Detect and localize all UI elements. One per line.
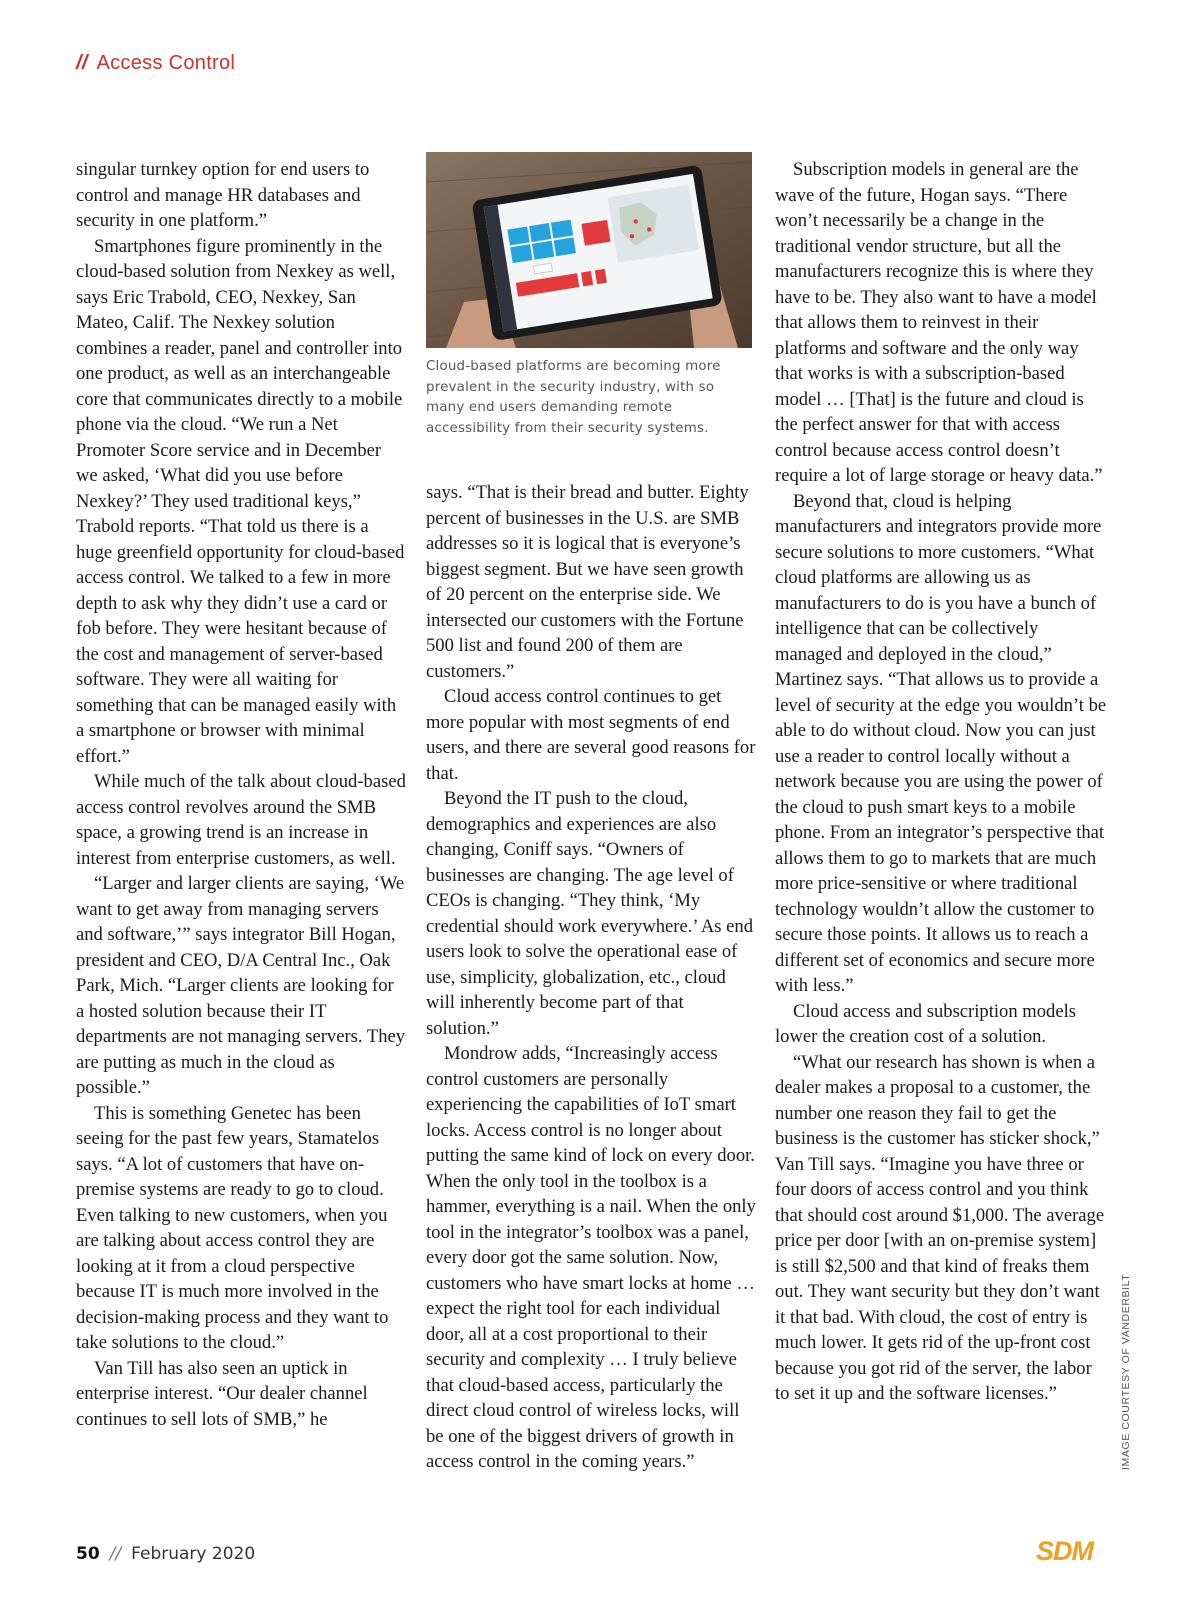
section-header	[76, 52, 235, 75]
paragraph: singular turnkey option for end users to control and manage HR databases and security in one platform.”	[76, 159, 370, 231]
paragraph: This is something Genetec has been seeing for the past few years, Stamatelos says. “A lot of customers that have on-premise systems are ready to go to cloud. Even talking to new customers, when you are talking about access control they are looking at it from a cloud perspective because IT is much more involved in the decision-making process and they want to take solutions to the cloud.”	[76, 1102, 389, 1353]
paragraph: Beyond that, cloud is helping manufacturers and integrators provide more secure solutions to more customers. “What cloud platforms are allowing us as manufacturers to do is you have a bunch of intelligence that can be collectively managed and deployed in the cloud,” Martinez says. “That allows us to provide a level of security at the edge you wouldn’t be able to do without cloud. Now you can just use a reader to control locally without a network because you are using the power of the cloud to push smart keys to a mobile phone. From an integrator’s perspective that allows them to go to markets that are much more price-sensitive or where traditional technology wouldn’t allow the customer to secure those points. It allows us to reach a different set of economics and secure more with less.”	[775, 490, 1107, 996]
paragraph: Subscription models in general are the wave of the future, Hogan says. “There won’t necessarily be a change in the traditional vendor structure, but all the manufacturers recognize this is where they have to be. They also want to have a model that allows them to reinvest in their platforms and software and the only way that works is with a subscription-based model … [That] is the future and cloud is the perfect answer for that with access control because access control doesn’t require a lot of large storage or heavy data.”	[775, 159, 1103, 486]
photo-caption: Cloud-based platforms are becoming more prevalent in the security industry, with so many end users demanding remote accessibility from their security systems.	[426, 359, 721, 436]
issue-date: February 2020	[131, 1544, 256, 1564]
page-footer	[76, 1544, 255, 1564]
tablet-photo	[426, 152, 752, 348]
section-slashes: //	[76, 52, 88, 74]
paragraph: Cloud access control continues to get more popular with most segments of end users, and there are several good reasons for that.	[426, 686, 756, 784]
paragraph: “What our research has shown is when a dealer makes a proposal to a customer, the number one reason they fail to get the business is the customer has sticker shock,” Van Till says. “Imagine you have three or four doors of access control and you think that should cost around $1,000. The average price per door [with an on-premise system] is still $2,500 and that kind of freaks them out. They want security but they don’t want it that bad. With cloud, the cost of entry is much lower. It gets rid of the up-front cost because you got rid of the server, the labor to set it up and the software licenses.”	[775, 1051, 1105, 1404]
paragraph: Van Till has also seen an uptick in enterprise interest. “Our dealer channel continues to sell lots of SMB,” he	[76, 1357, 368, 1430]
page-number: 50	[76, 1544, 100, 1564]
article-column-1	[76, 157, 406, 1432]
image-credit: IMAGE COURTESY OF VANDERBILT	[1120, 1273, 1132, 1470]
sdm-logo: SDM	[1036, 1536, 1093, 1566]
paragraph: “Larger and larger clients are saying, ‘We want to get away from managing servers and software,’” says integrator Bill Hogan, president and CEO, D/A Central Inc., Oak Park, Mich. “Larger clients are looking for a hosted solution because their IT departments are not managing servers. They are putting as much in the cloud as possible.”	[76, 873, 406, 1098]
paragraph: While much of the talk about cloud-based access control revolves around the SMB space, a growing trend is an increase in interest from enterprise customers, as well.	[76, 771, 406, 869]
paragraph: says. “That is their bread and butter. Eighty percent of businesses in the U.S. are SMB addresses so it is logical that is everyone’s biggest segment. But we have seen growth of 20 percent on the enterprise side. We intersected our customers with the Fortune 500 list and found 200 of them are customers.”	[426, 482, 749, 682]
paragraph: Cloud access and subscription models lower the creation cost of a solution.	[775, 1000, 1076, 1047]
footer-separator: //	[109, 1544, 122, 1564]
article-column-3	[775, 157, 1110, 1407]
section-title: Access Control	[96, 52, 236, 74]
paragraph: Beyond the IT push to the cloud, demographics and experiences are also changing, Coniff says. “Owners of businesses are changing. The age level of CEOs is changing. “They think, ‘My credential should work everywhere.’ As end users look to solve the operational ease of use, simplicity, globalization, etc., cloud will inherently become part of that solution.”	[426, 788, 753, 1039]
paragraph: Mondrow adds, “Increasingly access control customers are personally experiencing the capabilities of IoT smart locks. Access control is no longer about putting the same kind of lock on every door. When the only tool in the toolbox is a hammer, everything is a nail. When the only tool in the integrator’s toolbox was a panel, every door got the same solution. Now, customers who have smart locks at home … expect the right tool for each individual door, all at a cost proportional to their security and complexity … I truly believe that cloud-based access, particularly the direct cloud control of wireless locks, will be one of the biggest drivers of growth in access control in the coming years.”	[426, 1043, 756, 1472]
article-column-2	[426, 480, 756, 1475]
paragraph: Smartphones figure prominently in the cloud-based solution from Nexkey as well, says Eric Trabold, CEO, Nexkey, San Mateo, Calif. The Nexkey solution combines a reader, panel and controller into one product, as well as an interchangeable core that communicates directly to a mobile phone via the cloud. “We run a Net Promoter Score service and in December we asked, ‘What did you use before Nexkey?’ They used traditional keys,” Trabold reports. “That told us there is a huge greenfield opportunity for cloud-based access control. We talked to a few in more depth to ask why they didn’t use a card or fob before. They were hesitant because of the cost and management of server-based software. They were all waiting for something that can be managed easily with a smartphone or browser with minimal effort.”	[76, 235, 405, 767]
